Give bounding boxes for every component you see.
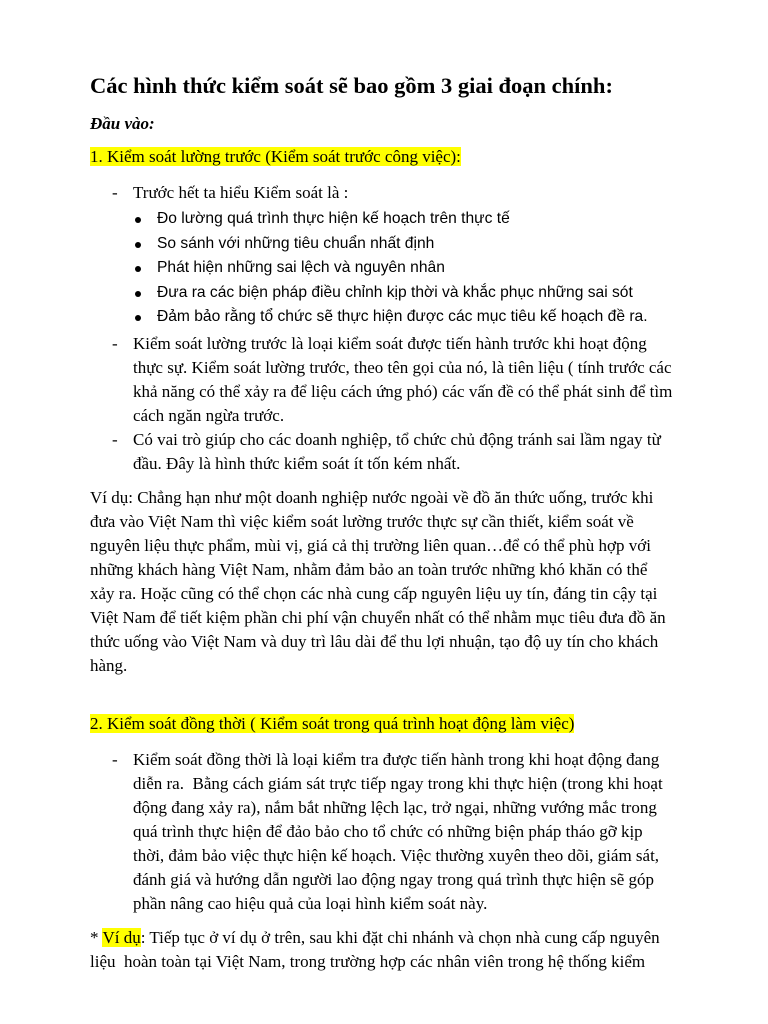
text-line: những khách hàng Việt Nam, nhằm đảm bảo an toàn trước những khó khăn có thể — [90, 559, 648, 579]
dash-marker: - — [112, 429, 118, 449]
section-1-item-1 — [90, 181, 678, 330]
section-1-heading-text: 1. Kiểm soát lường trước (Kiểm soát trước công việc): — [90, 147, 461, 166]
text-line: nguyên liệu thực phẩm, mùi vị, giá cả thị trường liên quan…để có thể phù hợp với — [90, 535, 651, 555]
text-line: đưa vào Việt Nam thì việc kiểm soát lường trước thực sự cần thiết, kiểm soát về — [90, 511, 634, 531]
example-label: Ví dụ — [102, 927, 141, 947]
text-line: diễn ra. Bằng cách giám sát trực tiếp ngay trong khi thực hiện (trong khi hoạt — [133, 773, 663, 793]
bullet-dot-icon — [135, 242, 141, 248]
section-1-item-1-lead: Trước hết ta hiểu Kiểm soát là : — [133, 183, 349, 202]
bullet-text: Đưa ra các biện pháp điều chỉnh kịp thời và khắc phục những sai sót — [157, 283, 633, 301]
text-line: thời, đảm bảo việc thực hiện kế hoạch. Việc thường xuyên theo dõi, giám sát, — [133, 845, 660, 865]
section-2-heading-text: 2. Kiểm soát đồng thời ( Kiểm soát trong quá trình hoạt động làm việc) — [90, 713, 575, 733]
section-1-list — [90, 181, 678, 476]
bullet-item — [133, 207, 678, 232]
dash-marker: - — [112, 183, 118, 202]
text-line: Việt Nam để tiết kiệm phần chi phí vận chuyển nhất có thể nhằm mục tiêu đưa đồ ăn — [90, 607, 666, 627]
text-line: đầu. Đây là hình thức kiểm soát ít tốn kém nhất. — [133, 453, 461, 473]
text-line: Có vai trò giúp cho các doanh nghiệp, tổ chức chủ động tránh sai lầm ngay từ — [133, 429, 661, 449]
text-line: động đang xảy ra), nắm bắt những lệch lạc, trở ngại, những vướng mắc trong — [133, 797, 657, 817]
text-line: thức uống vào Việt Nam và duy trì lâu dài để thu lợi nhuận, tạo độ uy tín cho khách — [90, 631, 659, 651]
bullet-text: Đảm bảo rằng tổ chức sẽ thực hiện được các mục tiêu kế hoạch đề ra. — [157, 308, 648, 325]
text-line: thực sự. Kiểm soát lường trước, theo tên gọi của nó, là tiên liệu ( tính trước các — [133, 357, 672, 377]
document-title: Các hình thức kiểm soát sẽ bao gồm 3 giai đoạn chính: — [90, 73, 613, 98]
example-line-1-rest: : Tiếp tục ở ví dụ ở trên, sau khi đặt chi nhánh và chọn nhà cung cấp nguyên — [140, 927, 660, 947]
section-1-item-2 — [90, 332, 678, 428]
text-line: khả năng có thể xảy ra để liệu cách ứng phó) các vấn đề có thể phát sinh để tìm — [133, 381, 673, 401]
text-line: Kiểm soát đồng thời là loại kiểm tra được tiến hành trong khi hoạt động đang — [133, 749, 660, 769]
text-line — [90, 926, 678, 950]
text-line: đánh giá và hướng dẫn người lao động ngay trong quá trình thực hiện sẽ góp — [133, 869, 655, 889]
bullet-dot-icon — [135, 315, 141, 321]
text-line: quá trình thực hiện để đảo bảo cho tổ chức có những biện pháp tháo gỡ kịp — [133, 821, 643, 841]
control-definition-bullets — [133, 207, 678, 330]
bullet-text: Đo lường quá trình thực hiện kế hoạch trên thực tế — [157, 210, 510, 227]
text-line: xảy ra. Hoặc cũng có thể chọn các nhà cung cấp nguyên liệu uy tín, đáng tin cậy tại — [90, 583, 658, 603]
bullet-item — [133, 305, 678, 330]
bullet-dot-icon — [135, 291, 141, 297]
section-2-list — [90, 748, 678, 916]
bullet-item — [133, 232, 678, 257]
section-2-example — [90, 926, 678, 974]
bullet-text: Phát hiện những sai lệch và nguyên nhân — [157, 259, 445, 276]
dash-marker: - — [112, 333, 118, 353]
dash-marker: - — [112, 749, 118, 769]
example-prefix: * — [90, 927, 103, 947]
text-line: Kiểm soát lường trước là loại kiểm soát được tiến hành trước khi hoạt động — [133, 333, 647, 353]
text-line: liệu hoàn toàn tại Việt Nam, trong trường hợp các nhân viên trong hệ thống kiểm — [90, 951, 646, 971]
bullet-text: So sánh với những tiêu chuẩn nhất định — [157, 234, 435, 252]
section-1-item-3 — [90, 428, 678, 476]
text-line: cách ngăn ngừa trước. — [133, 405, 285, 425]
bullet-item — [133, 256, 678, 281]
bullet-dot-icon — [135, 217, 141, 223]
bullet-dot-icon — [135, 266, 141, 272]
text-line: Ví dụ: Chẳng hạn như một doanh nghiệp nước ngoài về đồ ăn thức uống, trước khi — [90, 487, 654, 507]
text-line: phần nâng cao hiệu quả của loại hình kiểm soát này. — [133, 893, 488, 913]
section-2-heading — [90, 712, 678, 736]
bullet-item — [133, 281, 678, 306]
text-line: hàng. — [90, 655, 128, 675]
section-1-example — [90, 486, 678, 678]
section-1-heading — [90, 145, 678, 169]
section-2-item-1 — [90, 748, 678, 916]
input-subheading: Đầu vào: — [90, 114, 155, 133]
